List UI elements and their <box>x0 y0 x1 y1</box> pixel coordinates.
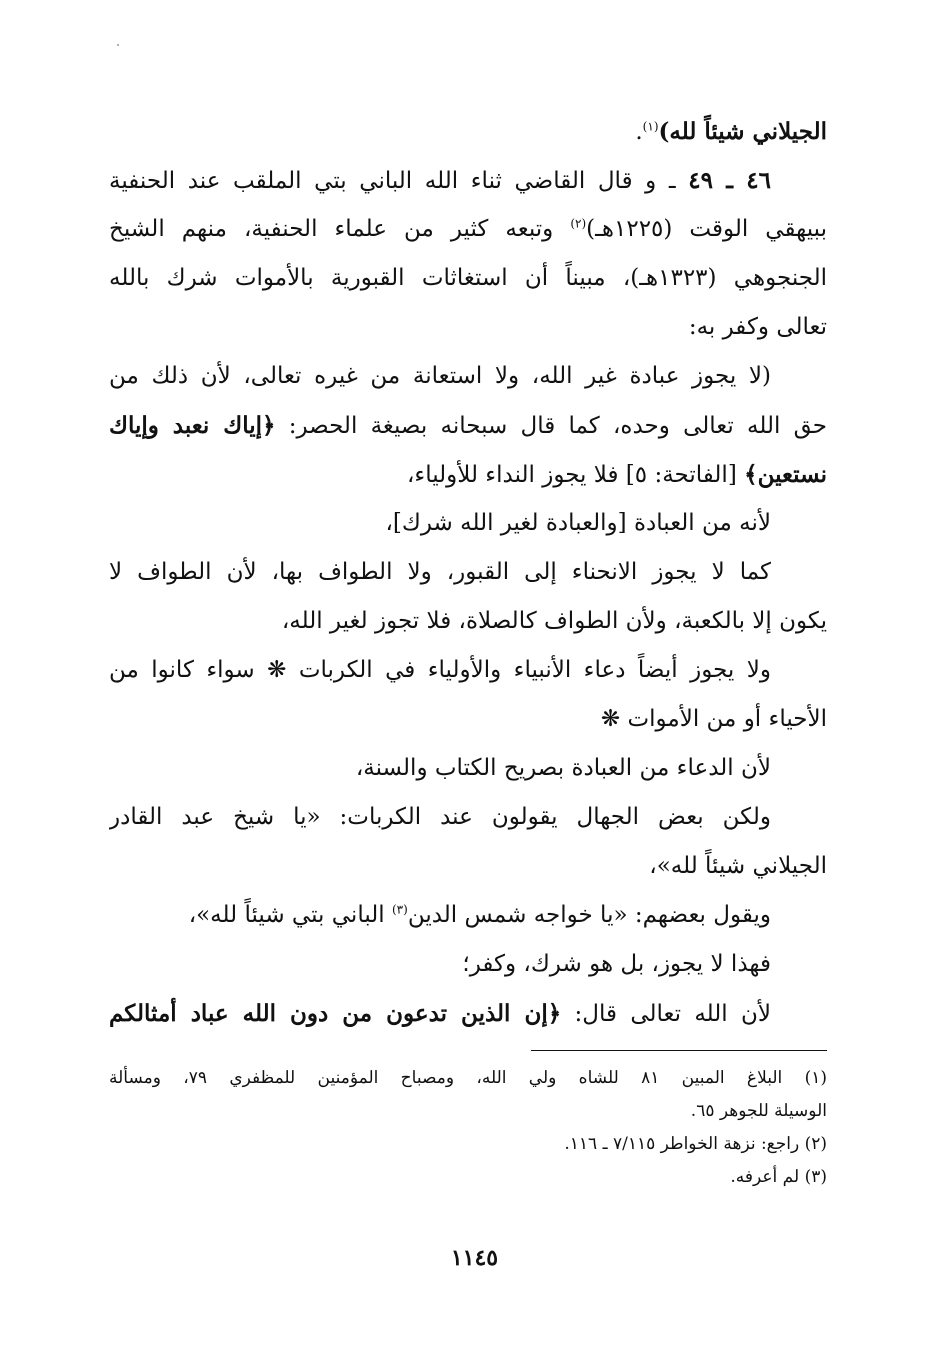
text-segment: الجنجوهي (١٣٢٣هـ)، مبيناً أن استغاثات القبورية بالأموات شرك بالله <box>109 265 827 291</box>
text-line <box>109 156 827 205</box>
footnote-marker: (٢) <box>570 216 587 231</box>
text-segment: نستعين﴾ <box>744 461 827 488</box>
footnote-line: (٢) راجع: نزهة الخواطر ٧/١١٥ ـ ١١٦. <box>564 1134 827 1154</box>
footnote-marker: (١) <box>642 119 659 134</box>
text-line <box>109 499 827 548</box>
text-segment: وتبعه كثير من علماء الحنفية، منهم الشيخ <box>109 216 571 242</box>
text-segment: ـ و قال القاضي ثناء الله الباني بتي الملقب عند الحنفية <box>109 168 689 194</box>
text-line <box>109 744 827 793</box>
text-segment: ويقول بعضهم: «يا خواجه شمس الدين <box>407 902 771 928</box>
text-line <box>109 254 827 303</box>
text-line <box>109 891 827 940</box>
text-segment: يكون إلا بالكعبة، ولأن الطواف كالصلاة، فلا تجوز لغير الله، <box>281 608 827 634</box>
text-line <box>109 548 827 597</box>
text-line <box>109 205 827 254</box>
text-segment: ولكن بعض الجهال يقولون عند الكربات: «يا شيخ عبد القادر <box>109 804 771 830</box>
footnote-line: الوسيلة للجوهر ٦٥. <box>690 1101 827 1121</box>
text-segment: فهذا لا يجوز، بل هو شرك، وكفر؛ <box>462 951 771 977</box>
footnote-marker: (٣) <box>391 902 408 917</box>
text-line <box>109 989 827 1038</box>
text-line <box>109 401 827 450</box>
scan-speck <box>117 44 119 46</box>
text-line <box>109 842 827 891</box>
text-segment: لأنه من العبادة [والعبادة لغير الله شرك]، <box>385 510 771 536</box>
text-segment: الجيلاني شيئاً لله) <box>658 118 827 145</box>
text-line <box>109 940 827 989</box>
footnote-separator <box>531 1050 827 1051</box>
text-line <box>109 597 827 646</box>
text-line <box>109 450 827 499</box>
text-segment: ببيهقي الوقت (١٢٢٥هـ) <box>586 216 827 242</box>
text-segment: ٤٦ ـ ٤٩ <box>688 167 771 194</box>
text-line <box>109 303 827 352</box>
text-segment: كما لا يجوز الانحناء إلى القبور، ولا الطواف بها، لأن الطواف لا <box>109 559 771 585</box>
text-segment: الجيلاني شيئاً لله»، <box>649 853 827 879</box>
text-line <box>109 793 827 842</box>
footnotes-block <box>109 1062 827 1194</box>
page-number: ١١٤٥ <box>450 1245 499 1271</box>
text-segment: (لا يجوز عبادة غير الله، ولا استعانة من غيره تعالى، لأن ذلك من <box>109 363 771 389</box>
text-line <box>109 107 827 156</box>
text-segment: الباني بتي شيئاً لله»، <box>188 902 392 928</box>
text-segment: . <box>635 119 643 145</box>
text-segment: لأن الدعاء من العبادة بصريح الكتاب والسنة، <box>355 755 771 781</box>
text-segment: الأحياء أو من الأموات ❋ <box>600 706 827 732</box>
main-text-block <box>109 107 827 1038</box>
text-segment: لأن الله تعالى قال: <box>561 1001 771 1027</box>
text-line <box>109 352 827 401</box>
text-segment: ولا يجوز أيضاً دعاء الأنبياء والأولياء في الكربات ❋ سواء كانوا من <box>109 657 771 683</box>
text-line <box>109 646 827 695</box>
text-segment: [الفاتحة: ٥] فلا يجوز النداء للأولياء، <box>406 462 745 488</box>
text-segment: حق الله تعالى وحده، كما قال سبحانه بصيغة الحصر: <box>275 413 827 439</box>
text-segment: ﴿إياك نعبد وإياك <box>109 412 276 439</box>
text-segment: ﴿إن الذين تدعون من دون الله عباد أمثالكم <box>109 1000 562 1027</box>
footnote-line: (١) البلاغ المبين ٨١ للشاه ولي الله، ومصباح المؤمنين للمظفري ٧٩، ومسألة <box>109 1068 827 1088</box>
text-segment: تعالى وكفر به: <box>688 314 827 340</box>
footnote-line: (٣) لم أعرفه. <box>730 1167 827 1187</box>
text-line <box>109 695 827 744</box>
